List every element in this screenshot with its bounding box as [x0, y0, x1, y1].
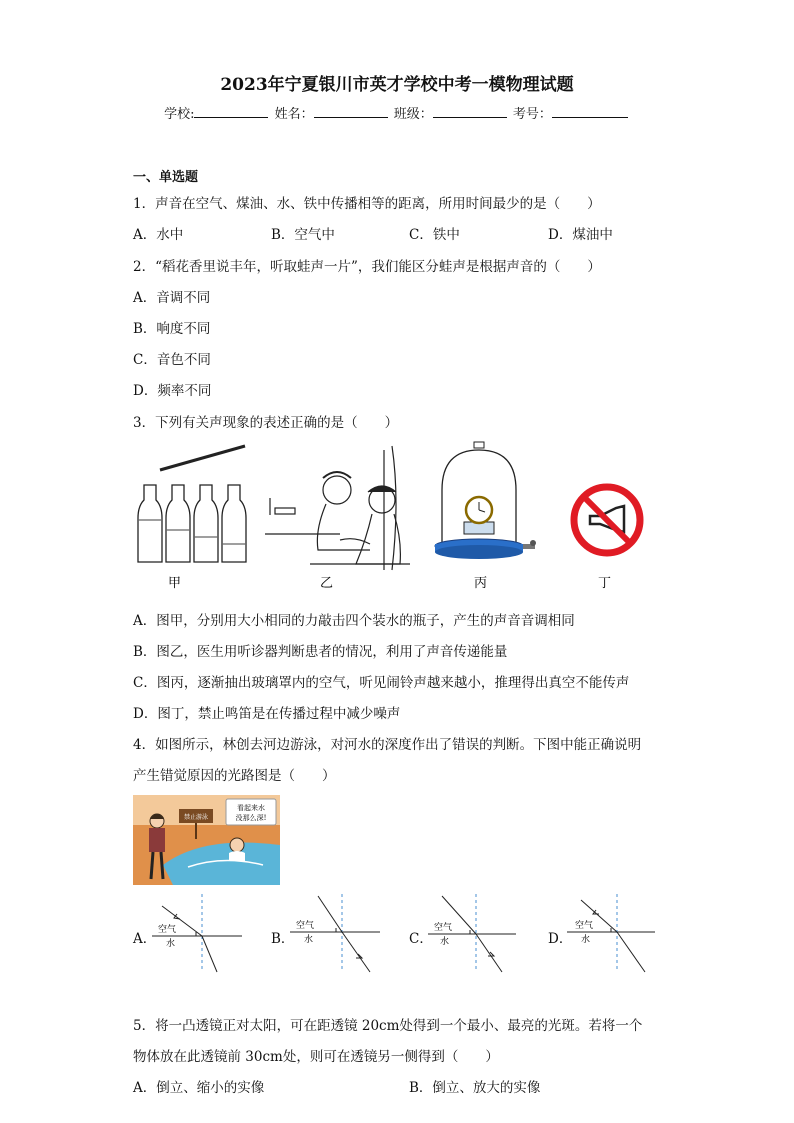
swimming-illustration: [133, 795, 280, 885]
label-bing: 丙: [474, 576, 488, 591]
q1-option-a: A．水中: [133, 227, 184, 243]
air-label: 空气: [296, 921, 315, 931]
water-label: 水: [304, 935, 314, 945]
page-title: 2023年宁夏银川市英才学校中考一模物理试题: [220, 75, 574, 95]
exam-no-blank: [552, 105, 628, 118]
speech-bubble-line2: 没那么深!: [235, 814, 267, 822]
air-label: 空气: [575, 921, 594, 931]
no-honking-sign-icon: [574, 487, 640, 553]
bell-jar-illustration: [435, 442, 536, 559]
class-label: 班级：: [393, 107, 433, 122]
school-blank: [194, 105, 268, 118]
q4-option-b-letter: B．: [271, 931, 295, 947]
school-label: 学校:: [164, 107, 195, 122]
q3-option-d: D．图丁，禁止鸣笛是在传播过程中减少噪声: [133, 706, 401, 722]
water-label: 水: [581, 935, 591, 945]
q4-stem-line2: 产生错觉原因的光路图是（ ）: [133, 768, 336, 784]
q2-option-d: D．频率不同: [133, 383, 212, 399]
q4-diagram-d: [567, 892, 662, 974]
name-label: 姓名：: [274, 107, 314, 122]
section-title: 一、单选题: [133, 170, 199, 185]
q2-stem: 2．“稻花香里说丰年，听取蛙声一片”，我们能区分蛙声是根据声音的（ ）: [133, 259, 601, 275]
q4-option-d-letter: D．: [548, 931, 573, 947]
q3-option-a: A．图甲，分别用大小相同的力敲击四个装水的瓶子，产生的声音音调相同: [133, 613, 575, 629]
q4-diagram-c: [428, 892, 523, 974]
bottles-illustration: [138, 446, 246, 562]
q1-option-c: C．铁中: [409, 227, 460, 243]
student-info-line: [0, 103, 794, 122]
q4-diagram-b: [290, 892, 385, 974]
q5-option-a: A．倒立、缩小的实像: [133, 1080, 265, 1096]
q5-option-b: B．倒立、放大的实像: [409, 1080, 541, 1096]
label-jia: 甲: [168, 576, 182, 591]
q1-stem: 1．声音在空气、煤油、水、铁中传播相等的距离，所用时间最少的是（ ）: [133, 196, 601, 212]
label-yi: 乙: [320, 576, 334, 591]
water-label: 水: [440, 937, 450, 947]
q1-option-b: B．空气中: [271, 227, 335, 243]
class-blank: [433, 105, 507, 118]
q4-stem-line1: 4．如图所示，林创去河边游泳，对河水的深度作出了错误的判断。下图中能正确说明: [133, 737, 642, 753]
q3-figure: [130, 440, 670, 595]
q4-option-c-letter: C．: [409, 931, 433, 947]
q4-option-a-letter: A．: [133, 931, 157, 947]
q4-diagram-a: [152, 892, 247, 974]
q3-option-c: C．图丙，逐渐抽出玻璃罩内的空气，听见闹铃声越来越小，推理得出真空不能传声: [133, 675, 630, 691]
q2-option-b: B．响度不同: [133, 321, 211, 337]
air-label: 空气: [434, 923, 453, 933]
no-swimming-sign: 禁止游泳: [183, 814, 209, 821]
exam-no-label: 考号：: [512, 107, 552, 122]
q1-option-d: D．煤油中: [548, 227, 613, 243]
q3-stem: 3．下列有关声现象的表述正确的是（ ）: [133, 415, 399, 431]
q2-option-c: C．音色不同: [133, 352, 211, 368]
q2-option-a: A．音调不同: [133, 290, 211, 306]
q5-stem-line2: 物体放在此透镜前 30cm处，则可在透镜另一侧得到（ ）: [133, 1049, 499, 1065]
air-label: 空气: [158, 925, 177, 935]
water-label: 水: [166, 939, 176, 949]
label-ding: 丁: [598, 576, 612, 591]
name-blank: [314, 105, 388, 118]
doctor-patient-illustration: [265, 446, 410, 570]
q3-option-b: B．图乙，医生用听诊器判断患者的情况，利用了声音传递能量: [133, 644, 508, 660]
q5-stem-line1: 5．将一凸透镜正对太阳，可在距透镜 20cm处得到一个最小、最亮的光斑。若将一个: [133, 1018, 643, 1034]
speech-bubble-line1: 看起来水: [237, 804, 265, 812]
